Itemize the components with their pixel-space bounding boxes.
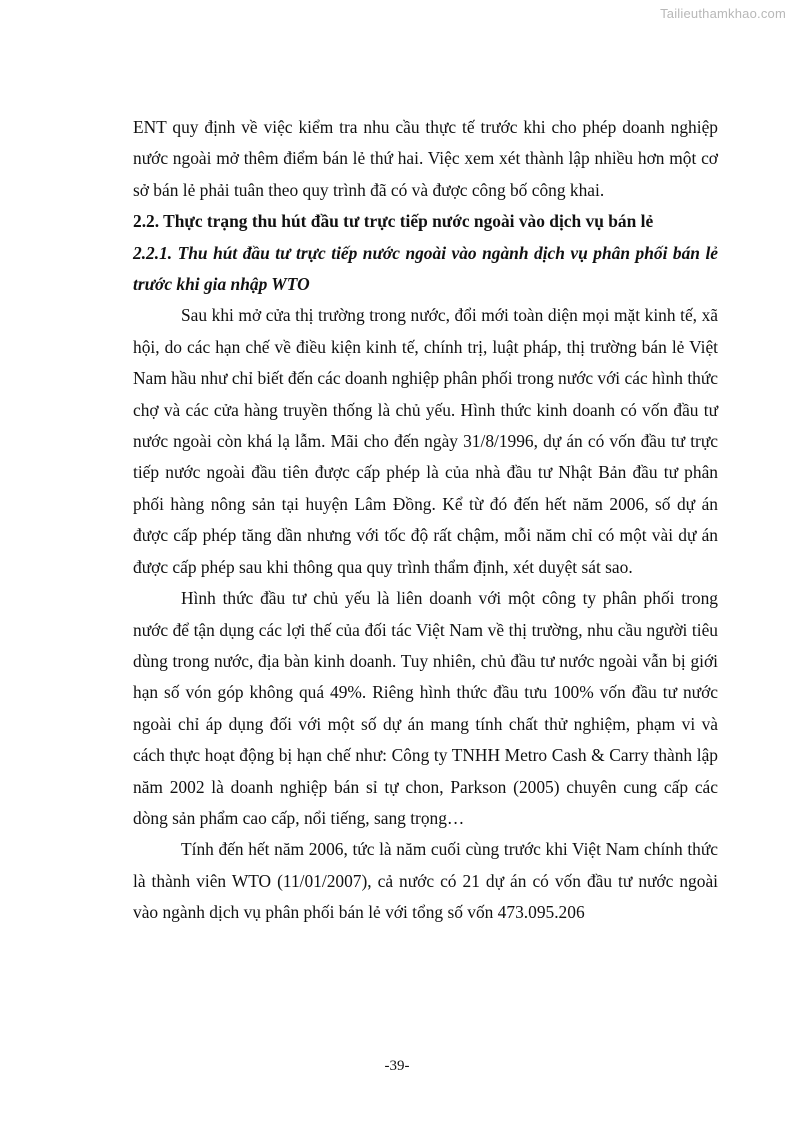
watermark-text: Tailieuthamkhao.com [660,6,786,21]
document-body [133,112,718,929]
paragraph-1: Sau khi mở cửa thị trường trong nước, đổi mới toàn diện mọi mặt kinh tế, xã hội, do các hạn chế về điều kiện kinh tế, chính trị, luật pháp, thị trường bán lẻ Việt Nam hầu như chỉ biết đến các doanh nghiệp phân phối trong nước với các hình thức chợ và các cửa hàng truyền thống là chủ yếu. Hình thức kinh doanh có vốn đầu tư nước ngoài còn khá lạ lẫm. Mãi cho đến ngày 31/8/1996, dự án có vốn đầu tư trực tiếp nước ngoài đầu tiên được cấp phép là của nhà đầu tư Nhật Bản đầu tư phân phối hàng nông sản tại huyện Lâm Đồng. Kể từ đó đến hết năm 2006, số dự án được cấp phép tăng dần nhưng với tốc độ rất chậm, mỗi năm chỉ có một vài dự án được cấp phép sau khi thông qua quy trình thẩm định, xét duyệt sát sao. [133,305,718,577]
subsection-heading: 2.2.1. Thu hút đầu tư trực tiếp nước ngoài vào ngành dịch vụ phân phối bán lẻ trước khi gia nhập WTO [133,242,718,295]
paragraph-3: Tính đến hết năm 2006, tức là năm cuối cùng trước khi Việt Nam chính thức là thành viên WTO (11/01/2007), cả nước có 21 dự án có vốn đầu tư nước ngoài vào ngành dịch vụ phân phối bán lẻ với tổng số vốn 473.095.206 [133,839,718,923]
paragraph-continued: ENT quy định về việc kiểm tra nhu cầu thực tế trước khi cho phép doanh nghiệp nước ngoài mở thêm điểm bán lẻ thứ hai. Việc xem xét thành lập nhiều hơn một cơ sở bán lẻ phải tuân theo quy trình đã có và được công bố công khai. [133,117,718,200]
section-heading: 2.2. Thực trạng thu hút đầu tư trực tiếp nước ngoài vào dịch vụ bán lẻ [133,211,654,232]
paragraph-2: Hình thức đầu tư chủ yếu là liên doanh với một công ty phân phối trong nước để tận dụng các lợi thế của đối tác Việt Nam về thị trường, nhu cầu người tiêu dùng trong nước, địa bàn kinh doanh. Tuy nhiên, chủ đầu tư nước ngoài vẫn bị giới hạn số vón góp không quá 49%. Riêng hình thức đầu tưu 100% vốn đầu tư nước ngoài chỉ áp dụng đối với một số dự án mang tính chất thử nghiệm, phạm vi và cách thực hoạt động bị hạn chế như: Công ty TNHH Metro Cash & Carry thành lập năm 2002 là doanh nghiệp bán sỉ tự chon, Parkson (2005) chuyên cung cấp các dòng sản phẩm cao cấp, nổi tiếng, sang trọng… [133,588,718,828]
page-number: -39- [384,1058,410,1074]
